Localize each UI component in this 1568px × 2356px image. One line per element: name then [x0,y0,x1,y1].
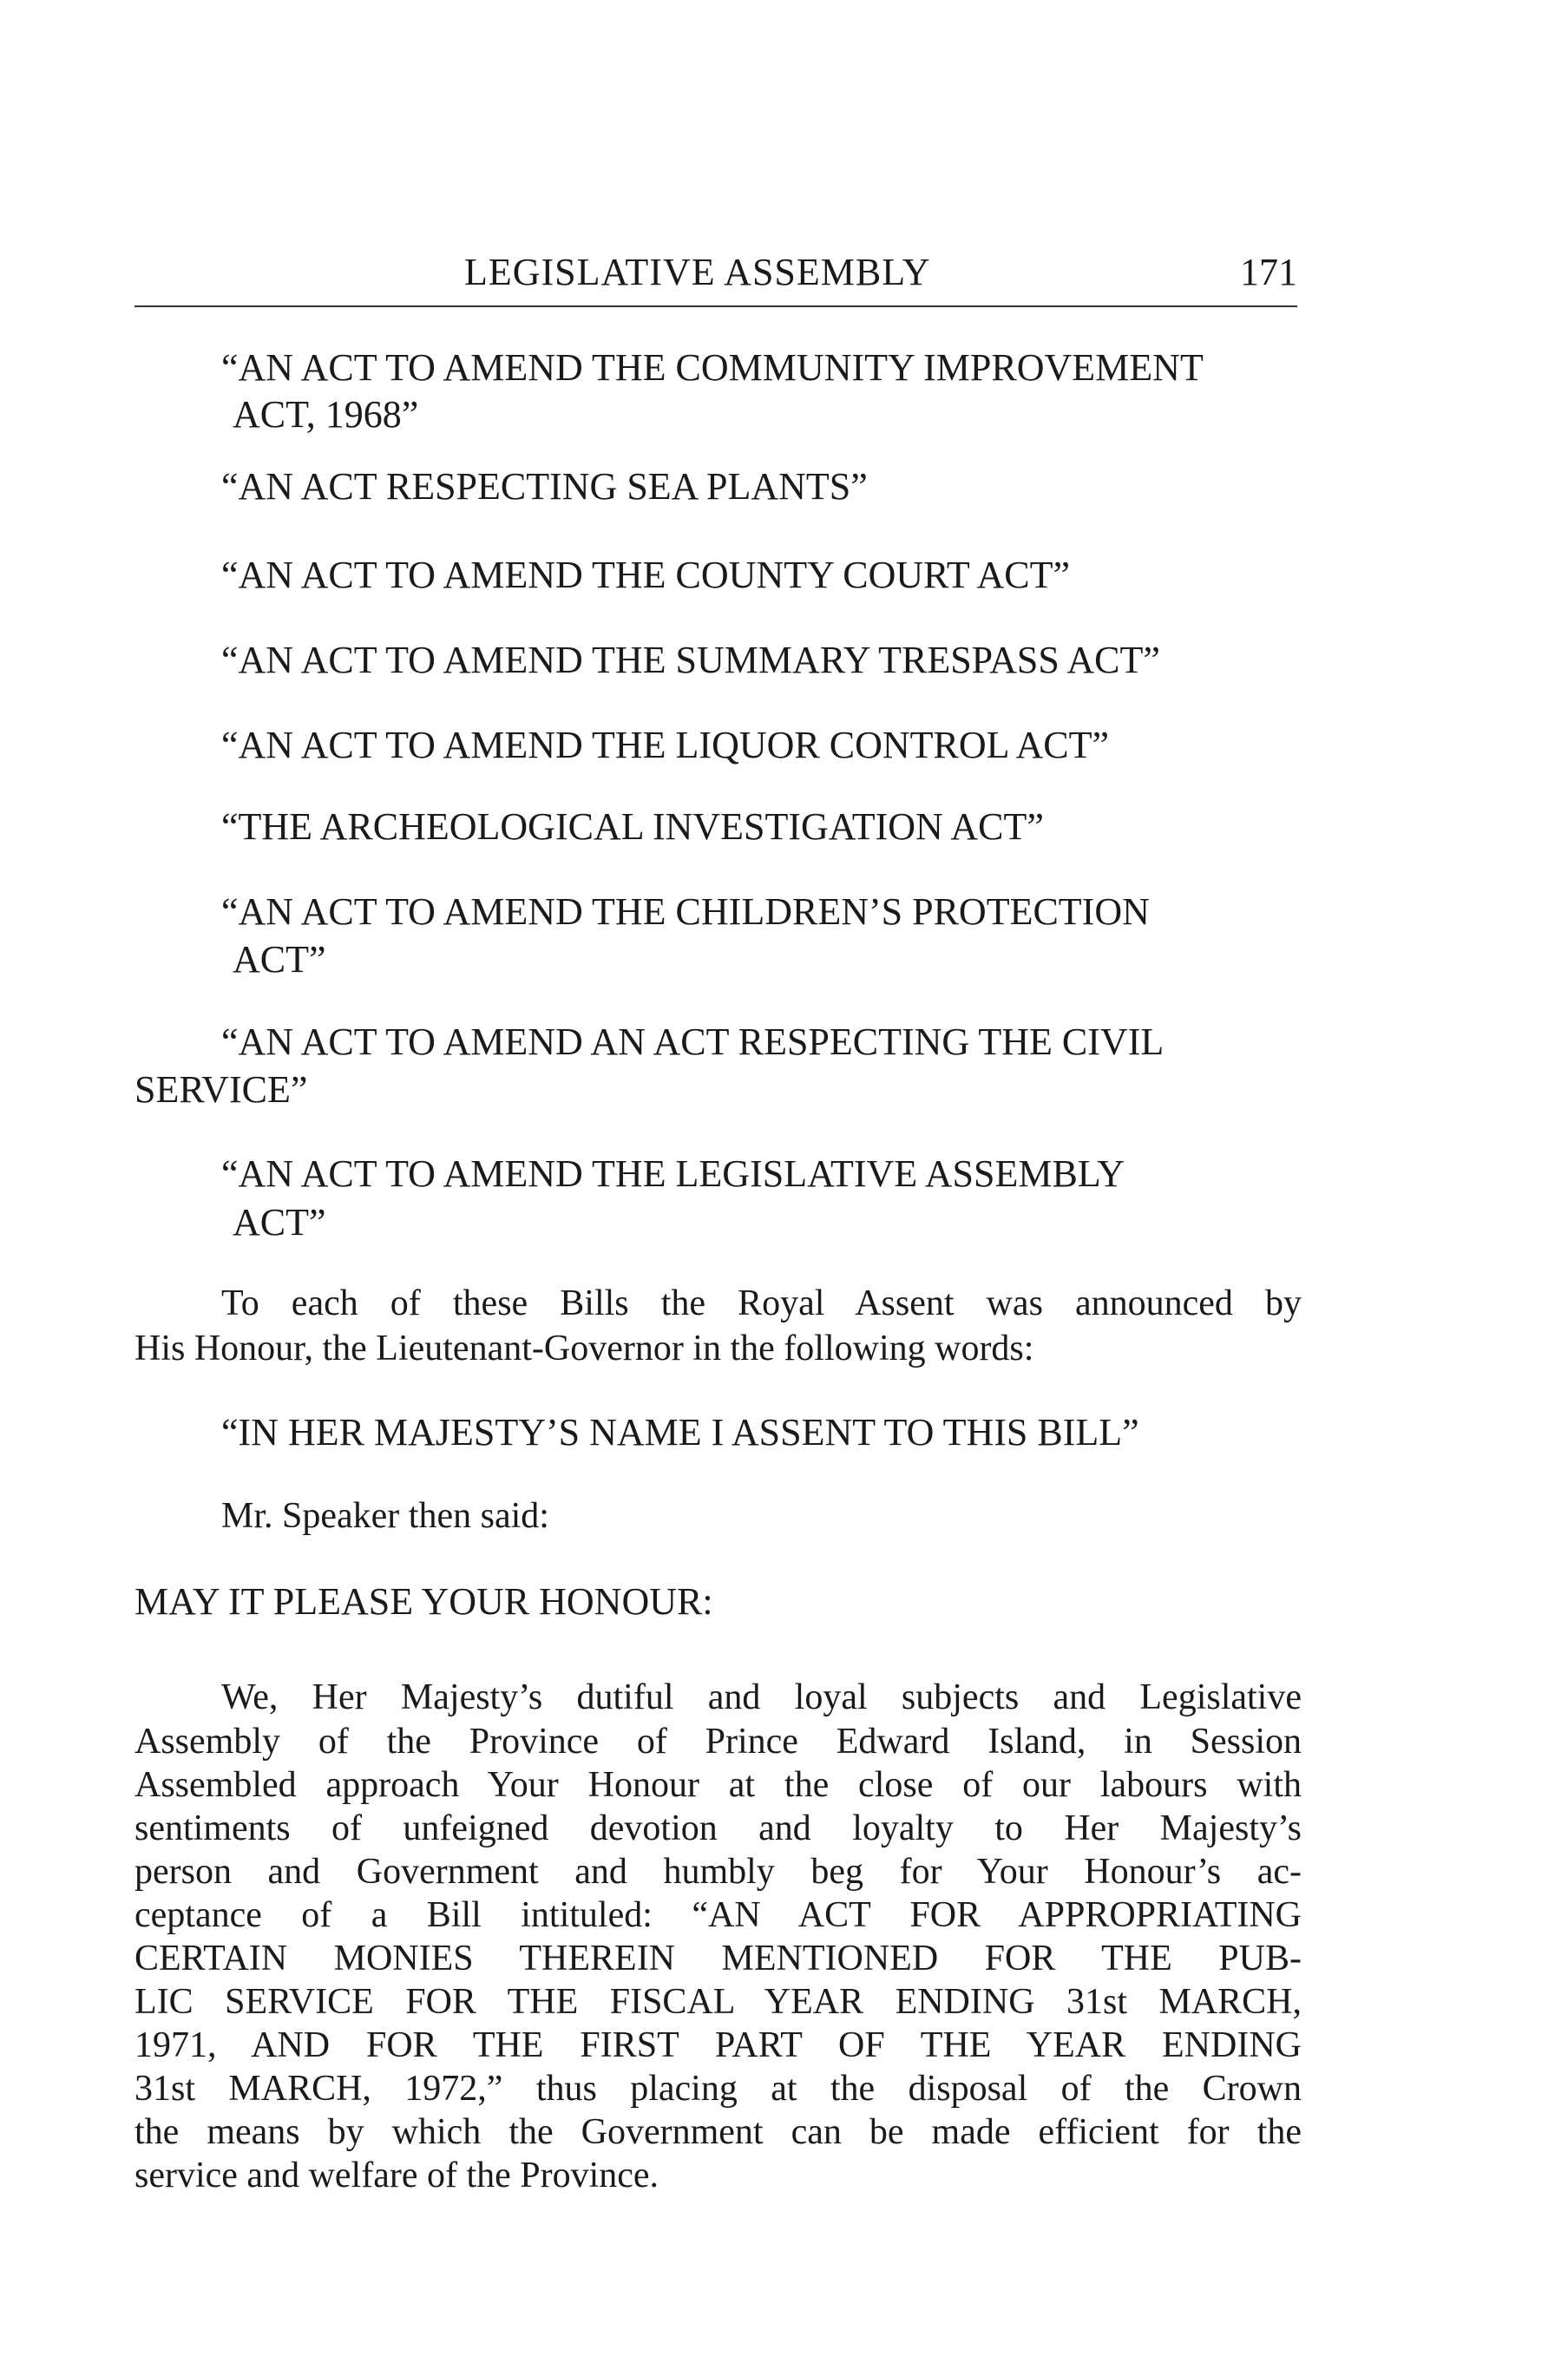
act-title-line: ACT” [233,1201,326,1244]
paragraph-line: We, Her Majesty’s dutiful and loyal subjects and Legislative [221,1677,1302,1717]
paragraph-line: LIC SERVICE FOR THE FISCAL YEAR ENDING 31st MARCH, [134,1982,1302,2022]
paragraph-line: His Honour, the Lieutenant-Governor in the following words: [134,1329,1034,1368]
header-rule [134,305,1297,307]
act-title-line: ACT” [233,938,326,981]
paragraph-line: the means by which the Government can be made efficient for the [134,2112,1302,2152]
paragraph-line: service and welfare of the Province. [134,2156,659,2195]
paragraph-line: 31st MARCH, 1972,” thus placing at the disposal of the Crown [134,2069,1302,2109]
paragraph-line: 1971, AND FOR THE FIRST PART OF THE YEAR ENDING [134,2025,1302,2065]
paragraph-line: To each of these Bills the Royal Assent was announced by [221,1283,1302,1323]
act-title-line: “AN ACT TO AMEND THE LEGISLATIVE ASSEMBLY [221,1152,1125,1195]
paragraph-line: ceptance of a Bill intituled: “AN ACT FOR APPROPRIATING [134,1895,1302,1935]
address-heading: MAY IT PLEASE YOUR HONOUR: [134,1580,713,1623]
page-header [134,243,1297,304]
act-title-line: “AN ACT TO AMEND THE COMMUNITY IMPROVEMENT [221,346,1204,389]
paragraph-line: Assembled approach Your Honour at the close of our labours with [134,1765,1302,1805]
act-title-line: “THE ARCHEOLOGICAL INVESTIGATION ACT” [221,805,1044,848]
paragraph-line: person and Government and humbly beg for Your Honour’s ac- [134,1852,1302,1892]
act-title-line: “AN ACT TO AMEND THE CHILDREN’S PROTECTION [221,890,1150,933]
paragraph-line: CERTAIN MONIES THEREIN MENTIONED FOR THE PUB- [134,1939,1302,1979]
paragraph-line: sentiments of unfeigned devotion and loyalty to Her Majesty’s [134,1808,1302,1848]
act-title-line: “AN ACT TO AMEND THE SUMMARY TRESPASS ACT” [221,639,1160,681]
act-title-line: “AN ACT RESPECTING SEA PLANTS” [221,465,868,508]
assent-words: “IN HER MAJESTY’S NAME I ASSENT TO THIS BILL” [221,1411,1139,1454]
act-title-line: SERVICE” [134,1068,308,1111]
act-title-line: “AN ACT TO AMEND THE LIQUOR CONTROL ACT” [221,724,1109,766]
act-title-line: “AN ACT TO AMEND THE COUNTY COURT ACT” [221,554,1071,596]
act-title-line: “AN ACT TO AMEND AN ACT RESPECTING THE CIVIL [221,1020,1165,1063]
act-title-line: ACT, 1968” [233,393,419,436]
speaker-intro: Mr. Speaker then said: [221,1496,549,1536]
running-title: LEGISLATIVE ASSEMBLY [464,251,931,293]
paragraph-line: Assembly of the Province of Prince Edward Island, in Session [134,1722,1302,1762]
page-number: 171 [1240,251,1297,293]
